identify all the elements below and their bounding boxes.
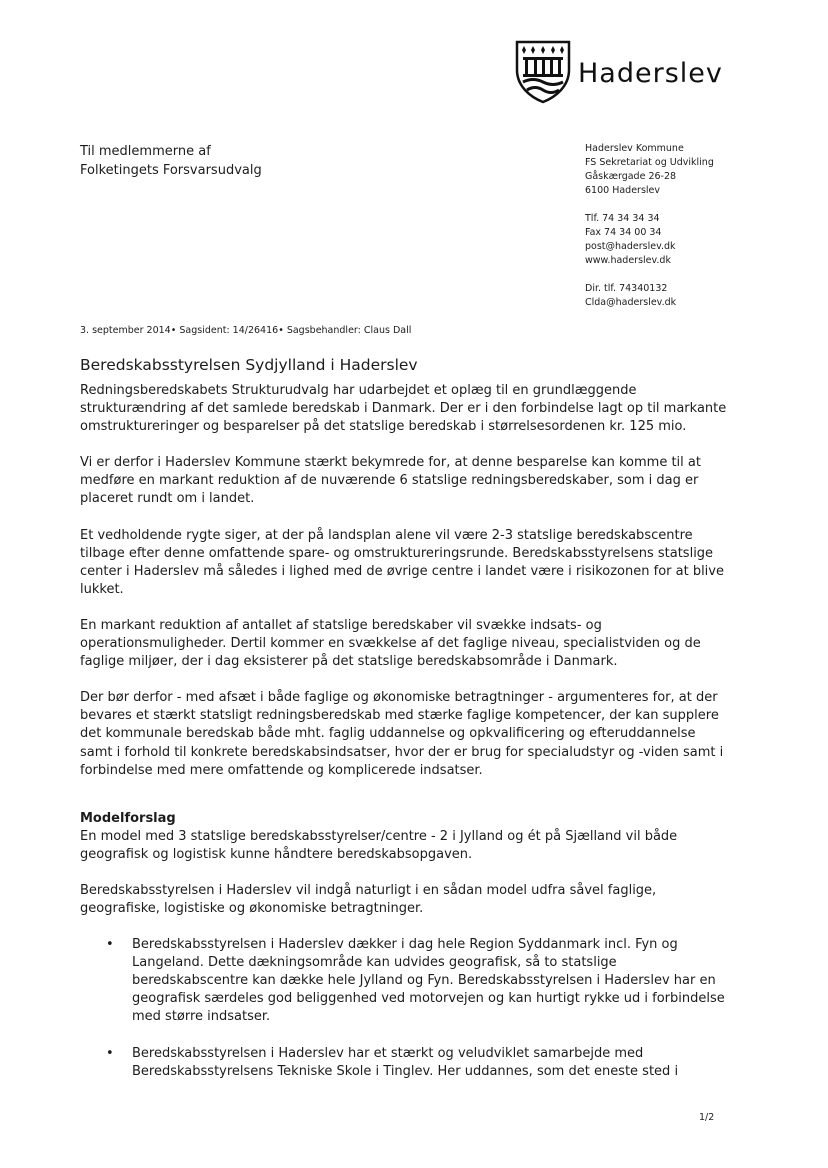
list-item [80,1045,730,1081]
meta-separator: • [278,325,284,336]
body-paragraph: En markant reduktion af antallet af statslige beredskaber vil svække indsats- og operationsmuligheder. Dertil kommer en svækkelse af det faglige niveau, specialistviden og de faglige miljøer, der i dag eksisterer på det statslige beredskabsområde i Danmark. [80,617,701,670]
body-paragraph: Beredskabsstyrelsen i Haderslev vil indgå naturligt i en sådan model udfra såvel faglige, geografiske, logistiske og økonomiske betragtninger. [80,882,657,916]
section-heading: Modelforslag [80,810,176,826]
sender-dept: FS Sekretariat og Udvikling [585,157,714,168]
bullet-dot: • [106,937,114,953]
page-number: 1/2 [699,1112,715,1123]
sender-direct-email: Clda@haderslev.dk [585,297,677,308]
letter-body [80,356,730,1099]
bullet-dot: • [106,1045,114,1061]
case-id: Sagsident: 14/26416 [179,325,279,336]
recipient-line: Til medlemmerne af [80,144,211,159]
sender-phone: Tlf. 74 34 34 34 [585,213,660,224]
sender-web: www.haderslev.dk [585,255,671,266]
sender-org: Haderslev Kommune [585,143,684,154]
bullet-list [80,936,730,1081]
sender-street: Gåskærgade 26-28 [585,171,677,182]
letter-date: 3. september 2014 [80,325,171,336]
haderslev-coat-of-arms-icon [514,40,572,108]
sender-email: post@haderslev.dk [585,241,676,252]
list-item-text: Beredskabsstyrelsen i Haderslev har et stærkt og veludviklet samarbejde med Beredskabsstyrelsens Tekniske Skole i Tinglev. Her uddannes, som det eneste sted i [132,1045,679,1079]
list-item-text: Beredskabsstyrelsen i Haderslev dækker i dag hele Region Syddanmark incl. Fyn og Langeland. Dette dækningsområde kan udvides geografisk, så to statslige beredskabscentre kan dække hele Jylland og Fyn. Beredskabsstyrelsen i Haderslev har en geografisk særdeles god beliggenhed ved motorvejen og kan hurtigt rykke ud i forbindelse med større indsatser. [132,937,725,1025]
letter-title: Beredskabsstyrelsen Sydjylland i Haderslev [80,356,418,374]
body-paragraph: Redningsberedskabets Strukturudvalg har udarbejdet et oplæg til en grundlæggende strukturændring af det samlede beredskab i Danmark. Der er i den forbindelse lagt op til markante omstruktureringer og besparelser på det statslige beredskab i størrelsesordenen kr. 125 mio. [80,383,727,435]
sender-direct-phone: Dir. tlf. 74340132 [585,283,668,294]
list-item [80,936,730,1026]
sender-address-block [585,142,714,310]
recipient-block [80,142,262,180]
body-paragraph: Et vedholdende rygte siger, at der på landsplan alene vil være 2-3 statslige beredskabscentre tilbage efter denne omfattende spare- og omstruktureringsrunde. Beredskabsstyrelsens statslige center i Haderslev må således i lighed med de øvrige centre i landet være i risikozonen for at blive lukket. [80,527,724,597]
recipient-line: Folketingets Forsvarsudvalg [80,163,262,178]
logo-wordmark: Haderslev [578,58,723,89]
case-handler: Sagsbehandler: Claus Dall [286,325,412,336]
body-paragraph: En model med 3 statslige beredskabsstyrelser/centre - 2 i Jylland og ét på Sjælland vil både geografisk og logistisk kunne håndtere beredskabsopgaven. [80,828,678,862]
sender-city: 6100 Haderslev [585,185,660,196]
case-meta-line [80,325,411,336]
meta-separator: • [170,325,177,336]
sender-fax: Fax 74 34 00 34 [585,227,662,238]
body-paragraph: Vi er derfor i Haderslev Kommune stærkt bekymrede for, at denne besparelse kan komme til at medføre en markant reduktion af de nuværende 6 statslige redningsberedskaber, som i dag er placeret rundt om i landet. [80,455,701,507]
body-paragraph: Der bør derfor - med afsæt i både faglige og økonomiske betragtninger - argumenteres for, at der bevares et stærkt statsligt redningsberedskab med stærke faglige kompetencer, der kan supplere det kommunale beredskab både mht. faglig uddannelse og opkvalificering og efteruddannelse samt i forhold til konkrete beredskabsindsatser, hvor der er brug for specialudstyr og -viden samt i forbindelse med mere omfattende og komplicerede indsatser. [80,690,724,778]
